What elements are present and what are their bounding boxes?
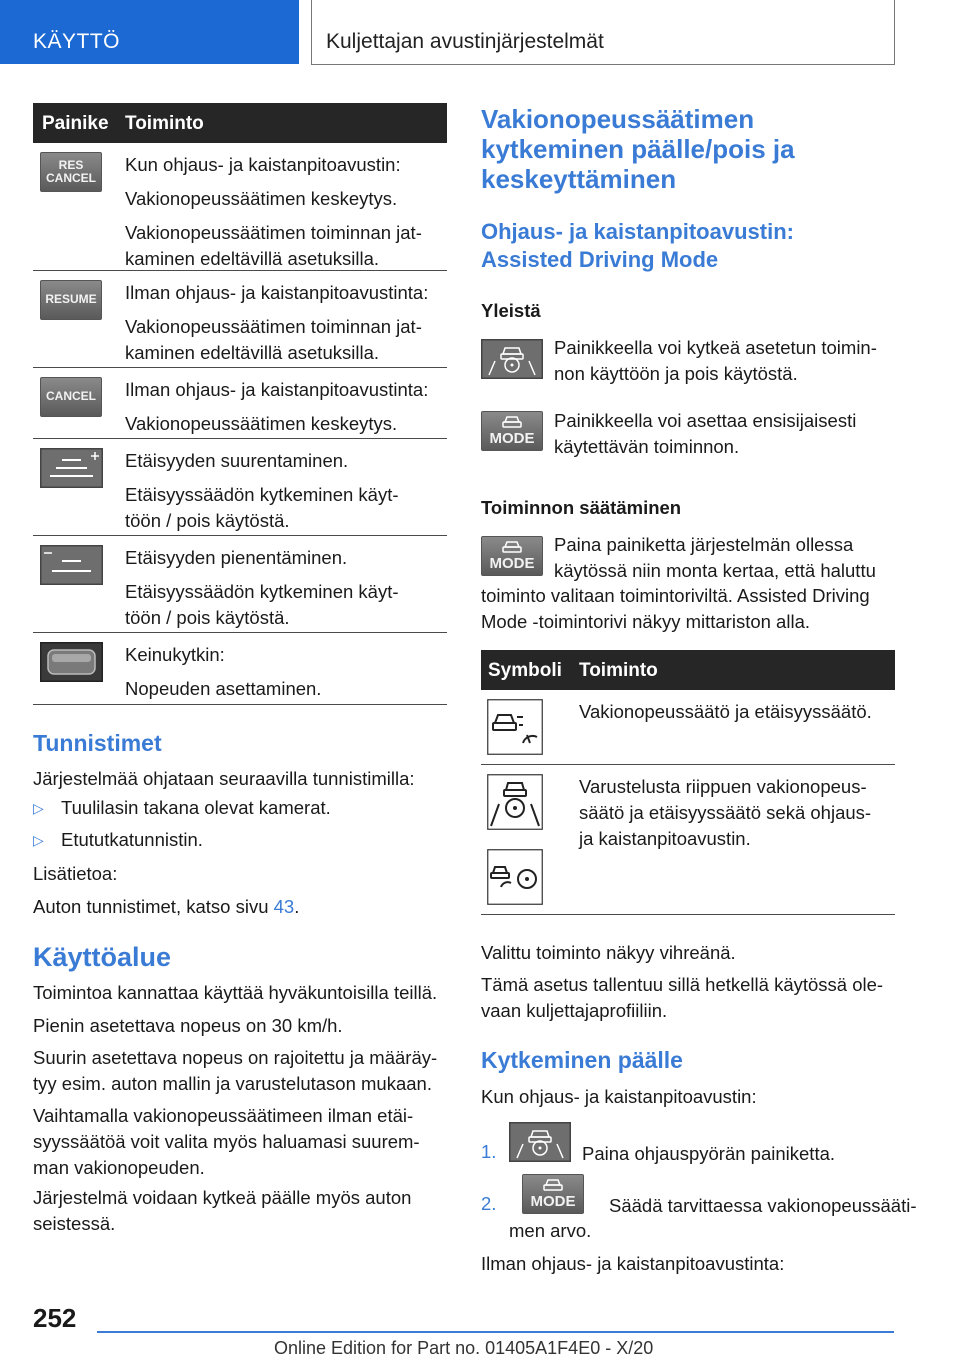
- resume-button-icon: [40, 280, 102, 320]
- row-text: Kun ohjaus- ja kaistanpitoavustin:: [125, 154, 401, 175]
- step-text: Paina ohjauspyörän painiketta.: [582, 1143, 836, 1164]
- col-header-function: Toiminto: [579, 660, 658, 681]
- switch-on-intro: Kun ohjaus- ja kaistanpitoavustin:: [481, 1086, 757, 1107]
- row-text: Ilman ohjaus- ja kaistanpitoavustinta:: [125, 379, 429, 400]
- page-number: 252: [33, 1303, 77, 1333]
- row-text: Vakionopeussäätimen toiminnan jat- kaminen edeltävillä asetuksilla.: [125, 316, 422, 363]
- mode-button-icon: [522, 1174, 584, 1214]
- list-item-text: Tuulilasin takana olevat kamerat.: [61, 797, 331, 818]
- car-front-icon: [542, 1178, 564, 1192]
- table-row: [33, 439, 447, 536]
- range-paragraph: Pienin asetettava nopeus on 30 km/h.: [33, 1015, 343, 1036]
- car-front-icon: [501, 540, 523, 554]
- profile-note: Tämä asetus tallentuu sillä hetkellä käytössä ole- vaan kuljettajaprofiiliin.: [481, 974, 884, 1021]
- range-title: Käyttöalue: [33, 942, 172, 972]
- col-header-symbol: Symboli: [488, 660, 562, 681]
- adjust-paragraph: toiminto valitaan toimintoriviltä. Assisted Driving Mode -toimintorivi näkyy mittariston alla.: [481, 585, 870, 632]
- header-divider-right: [894, 0, 895, 64]
- mode-button-icon: [481, 411, 543, 451]
- col-header-function: Toiminto: [125, 113, 204, 134]
- reference-text: Auton tunnistimet, katso sivu: [33, 896, 274, 917]
- general-paragraph: Painikkeella voi kytkeä asetetun toimin- non käyttöön ja pois käytöstä.: [554, 337, 877, 384]
- icon-label: MODE: [489, 430, 535, 447]
- row-text: Ilman ohjaus- ja kaistanpitoavustinta:: [125, 282, 429, 303]
- sensors-title: Tunnistimet: [33, 730, 162, 756]
- triangle-bullet-icon: ▷: [33, 800, 44, 816]
- section-title: Vakionopeussäätimen kytkeminen päälle/pois ja keskeyttäminen: [481, 104, 795, 194]
- footer-divider: [97, 1331, 894, 1333]
- row-text: Nopeuden asettaminen.: [125, 678, 322, 699]
- step-number: 2.: [481, 1193, 497, 1214]
- selected-note: Valittu toiminto näkyy vihreänä.: [481, 942, 736, 963]
- table-row: [481, 765, 895, 915]
- edition-note: Online Edition for Part no. 01405A1F4E0 - X/20: [274, 1338, 654, 1358]
- icon-label: CANCEL: [46, 389, 96, 403]
- section-tab[interactable]: [0, 0, 299, 64]
- chapter-title: Kuljettajan avustinjärjestelmät: [326, 30, 604, 53]
- row-text: Etäisyyden pienentäminen.: [125, 547, 348, 568]
- row-text: Varustelusta riippuen vakionopeus- säätö ja etäisyyssäätö sekä ohjaus- ja kaistanpitoavustin.: [579, 776, 872, 849]
- row-text: Keinukytkin:: [125, 644, 225, 665]
- row-text: Etäisyyden suurentaminen.: [125, 450, 349, 471]
- general-paragraph: Painikkeella voi asettaa ensisijaisesti käytettävän toiminnon.: [554, 410, 857, 457]
- adjust-heading: Toiminnon säätäminen: [481, 497, 682, 518]
- header-divider: [311, 0, 312, 64]
- assist-button-icon: [509, 1122, 571, 1162]
- sensors-intro: Järjestelmää ohjataan seuraavilla tunnistimilla:: [33, 768, 415, 789]
- icon-label: CANCEL: [46, 171, 96, 185]
- distance-increase-icon: [40, 448, 103, 488]
- switch-on-title: Kytkeminen päälle: [481, 1047, 683, 1073]
- range-paragraph: Suurin asetettava nopeus on rajoitettu ja määräy- tyy esim. auton mallin ja varustelutason mukaan.: [33, 1047, 438, 1094]
- cruise-steering-symbol-icon: [487, 849, 543, 905]
- section-tab-label: KÄYTTÖ: [33, 30, 121, 53]
- assist-button-icon: [481, 339, 543, 379]
- icon-label: RES: [58, 158, 84, 172]
- row-text: Etäisyyssäädön kytkeminen käyt- töön / pois käytöstä.: [125, 581, 399, 628]
- range-paragraph: Toimintoa kannattaa käyttää hyväkuntoisilla teillä.: [33, 982, 438, 1003]
- row-text: Vakionopeussäätimen toiminnan jat- kaminen edeltävillä asetuksilla.: [125, 222, 422, 269]
- range-paragraph: Vaihtamalla vakionopeussäätimeen ilman etäi- syyssäätöä voit valita myös haluamasi suurem- man vakionopeuden.: [33, 1105, 420, 1178]
- adjust-paragraph: Paina painiketta järjestelmän ollessa käytössä niin monta kertaa, että haluttu: [554, 534, 876, 581]
- switch-on-outro: Ilman ohjaus- ja kaistanpitoavustinta:: [481, 1253, 785, 1274]
- table-row: [33, 143, 447, 271]
- header-underline: [311, 64, 895, 65]
- list-item-text: Etututkatunnistin.: [61, 829, 203, 850]
- more-info-label: Lisätietoa:: [33, 863, 118, 884]
- table-row: [33, 633, 447, 705]
- mode-button-icon: [481, 536, 543, 576]
- row-text: Etäisyyssäädön kytkeminen käyt- töön / pois käytöstä.: [125, 484, 399, 531]
- step-number: 1.: [481, 1141, 497, 1162]
- res-cancel-button-icon: [40, 152, 102, 192]
- range-paragraph: Järjestelmä voidaan kytkeä päälle myös auton seistessä.: [33, 1187, 412, 1234]
- rocker-switch-icon: [40, 642, 103, 682]
- subsection-title: Ohjaus- ja kaistanpitoavustin: Assisted Driving Mode: [481, 219, 794, 272]
- symbols-table-header: [481, 650, 895, 690]
- distance-decrease-icon: [40, 545, 103, 585]
- general-heading: Yleistä: [481, 300, 541, 321]
- table-row: [33, 536, 447, 633]
- row-text: Vakionopeussäätimen keskeytys.: [125, 188, 398, 209]
- table-row: [481, 690, 895, 765]
- icon-label: MODE: [489, 555, 535, 572]
- icon-label: MODE: [530, 1193, 576, 1210]
- step-text: men arvo.: [509, 1220, 592, 1241]
- buttons-table-header: [33, 103, 447, 143]
- step-text: Säädä tarvittaessa vakionopeussääti-: [609, 1195, 917, 1216]
- table-row: [33, 271, 447, 368]
- reference-end: .: [294, 896, 300, 917]
- icon-label: RESUME: [45, 292, 97, 306]
- steering-assist-symbol-icon: [487, 774, 543, 830]
- car-front-icon: [501, 415, 523, 429]
- sensor-reference: [33, 894, 299, 920]
- page-link[interactable]: 43: [273, 896, 295, 917]
- triangle-bullet-icon: ▷: [33, 832, 44, 848]
- row-text: Vakionopeussäätimen keskeytys.: [125, 413, 398, 434]
- col-header-button: Painike: [42, 113, 109, 134]
- cruise-distance-symbol-icon: [487, 699, 543, 755]
- row-text: Vakionopeussäätö ja etäisyyssäätö.: [579, 701, 872, 722]
- table-row: [33, 368, 447, 439]
- cancel-button-icon: [40, 377, 102, 417]
